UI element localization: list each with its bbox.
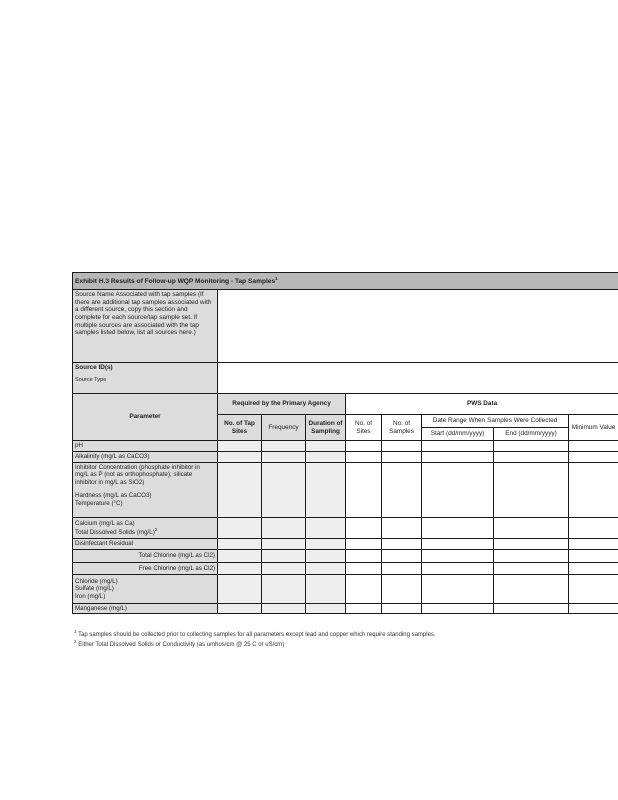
cell[interactable]: [306, 441, 346, 452]
cell[interactable]: [218, 563, 262, 575]
cell[interactable]: [262, 518, 306, 539]
cell[interactable]: [306, 463, 346, 518]
cell[interactable]: [262, 539, 306, 550]
table-row: [73, 539, 618, 550]
cell[interactable]: [346, 518, 382, 539]
no-samples-header: No. of Samples: [382, 415, 422, 441]
cell[interactable]: [494, 550, 569, 563]
cell[interactable]: [306, 518, 346, 539]
cell[interactable]: [569, 463, 618, 518]
cell[interactable]: [494, 563, 569, 575]
source-name-field[interactable]: [218, 290, 618, 363]
cell[interactable]: [218, 550, 262, 563]
source-name-label: Source Name Associated with tap samples (If there are additional tap samples associated with a different source, copy this section and complete for each source/tap sample set. If multiple sources are associated with the tap samples listed below, list all sources here.): [73, 290, 218, 363]
param-manganese: Manganese (mg/L): [73, 604, 218, 614]
cell[interactable]: [306, 452, 346, 463]
exhibit-title: Exhibit H.3 Results of Follow-up WQP Monitoring - Tap Samples$^1$: [73, 273, 618, 290]
end-date-header: End (dd/mm/yyyy): [494, 428, 569, 441]
cell[interactable]: [569, 518, 618, 539]
cell[interactable]: [569, 452, 618, 463]
cell[interactable]: [306, 550, 346, 563]
cell[interactable]: [494, 441, 569, 452]
cell[interactable]: [382, 550, 422, 563]
cell[interactable]: [382, 604, 422, 614]
pws-group-header: PWS Data: [346, 394, 618, 415]
cell[interactable]: [218, 452, 262, 463]
table-row: [73, 604, 618, 614]
cell[interactable]: [262, 550, 306, 563]
param-chloride-block: Chloride (mg/L) Sulfate (mg/L) Iron (mg/L): [73, 575, 218, 604]
cell[interactable]: [218, 604, 262, 614]
cell[interactable]: [569, 604, 618, 614]
cell[interactable]: [494, 604, 569, 614]
cell[interactable]: [422, 463, 494, 518]
param-inhibitor-block: Inhibitor Concentration (phosphate inhibitor in mg/L as P (not as orthophosphate); silicate inhibitor in mg/L as SiO2) Hardness (mg/L as CaCO3) Temperature (°C): [73, 463, 218, 518]
table-row: [73, 575, 618, 604]
cell[interactable]: [262, 441, 306, 452]
cell[interactable]: [382, 452, 422, 463]
cell[interactable]: [569, 563, 618, 575]
cell[interactable]: [262, 604, 306, 614]
cell[interactable]: [569, 550, 618, 563]
cell[interactable]: [346, 452, 382, 463]
minimum-header: Minimum Value: [569, 415, 618, 441]
wqp-exhibit-sheet: [72, 272, 618, 614]
date-range-header: Date Range When Samples Were Collected: [422, 415, 569, 428]
param-ph: pH: [73, 441, 218, 452]
cell[interactable]: [346, 604, 382, 614]
cell[interactable]: [218, 575, 262, 604]
duration-header: Duration of Sampling: [306, 415, 346, 441]
cell[interactable]: [569, 539, 618, 550]
cell[interactable]: [494, 518, 569, 539]
cell[interactable]: [422, 604, 494, 614]
cell[interactable]: [422, 539, 494, 550]
source-name-row: [73, 290, 618, 363]
exhibit-title-row: [73, 273, 618, 290]
cell[interactable]: [422, 441, 494, 452]
cell[interactable]: [218, 441, 262, 452]
cell[interactable]: [262, 563, 306, 575]
cell[interactable]: [494, 575, 569, 604]
source-id-row: [73, 363, 618, 394]
source-id-field[interactable]: [218, 363, 618, 394]
table-row: [73, 452, 618, 463]
cell[interactable]: [382, 539, 422, 550]
param-calcium-tds: Calcium (mg/L as Ca) Total Dissolved Solids $(mg/L)^2$: [73, 518, 218, 539]
cell[interactable]: [382, 463, 422, 518]
cell[interactable]: [494, 539, 569, 550]
param-disinfectant: Disinfectant Residual: [73, 539, 218, 550]
no-tap-sites-header: No. of Tap Sites: [218, 415, 262, 441]
table-row: [73, 563, 618, 575]
footnotes: [74, 629, 614, 649]
table-row: [73, 550, 618, 563]
param-alkalinity: Alkalinity (mg/L as CaCO3): [73, 452, 218, 463]
table-row: [73, 518, 618, 539]
cell[interactable]: [346, 441, 382, 452]
cell[interactable]: [346, 575, 382, 604]
footnote-1: $^1$ Tap samples should be collected prior to collecting samples for all parameters except lead and copper which require standing samples.: [74, 629, 436, 638]
cell[interactable]: [218, 539, 262, 550]
cell[interactable]: [569, 575, 618, 604]
group-header-row: [73, 394, 618, 415]
cell[interactable]: [262, 463, 306, 518]
cell[interactable]: [382, 563, 422, 575]
cell[interactable]: [346, 539, 382, 550]
cell[interactable]: [382, 575, 422, 604]
cell[interactable]: [382, 518, 422, 539]
cell[interactable]: [422, 550, 494, 563]
cell[interactable]: [569, 441, 618, 452]
footnote-2: $^2$ Either Total Dissolved Solids or Conductivity (as umhos/cm @ 25 C or uS/cm): [74, 639, 285, 649]
cell[interactable]: [218, 518, 262, 539]
required-group-header: Required by the Primary Agency: [218, 394, 346, 415]
cell[interactable]: [382, 441, 422, 452]
frequency-header: Frequency: [262, 415, 306, 441]
source-id-label: Source ID(s) Source Type: [73, 363, 218, 394]
cell[interactable]: [422, 518, 494, 539]
cell[interactable]: [218, 463, 262, 518]
param-total-chlorine: Total Chlorine (mg/L as Cl2): [73, 550, 218, 563]
cell[interactable]: [306, 539, 346, 550]
table-row: [73, 441, 618, 452]
cell[interactable]: [346, 563, 382, 575]
cell[interactable]: [306, 563, 346, 575]
cell[interactable]: [262, 575, 306, 604]
start-date-header: Start (dd/mm/yyyy): [422, 428, 494, 441]
cell[interactable]: [306, 604, 346, 614]
no-sites-header: No. of Sites: [346, 415, 382, 441]
cell[interactable]: [346, 463, 382, 518]
tap-samples-table: [72, 272, 618, 614]
cell[interactable]: [306, 575, 346, 604]
table-row: [73, 463, 618, 518]
cell[interactable]: [262, 452, 306, 463]
cell[interactable]: [422, 575, 494, 604]
cell[interactable]: [494, 463, 569, 518]
cell[interactable]: [422, 563, 494, 575]
parameter-header: Parameter: [73, 394, 218, 441]
param-free-chlorine: Free Chlorine (mg/L as Cl2): [73, 563, 218, 575]
cell[interactable]: [422, 452, 494, 463]
cell[interactable]: [346, 550, 382, 563]
cell[interactable]: [494, 452, 569, 463]
